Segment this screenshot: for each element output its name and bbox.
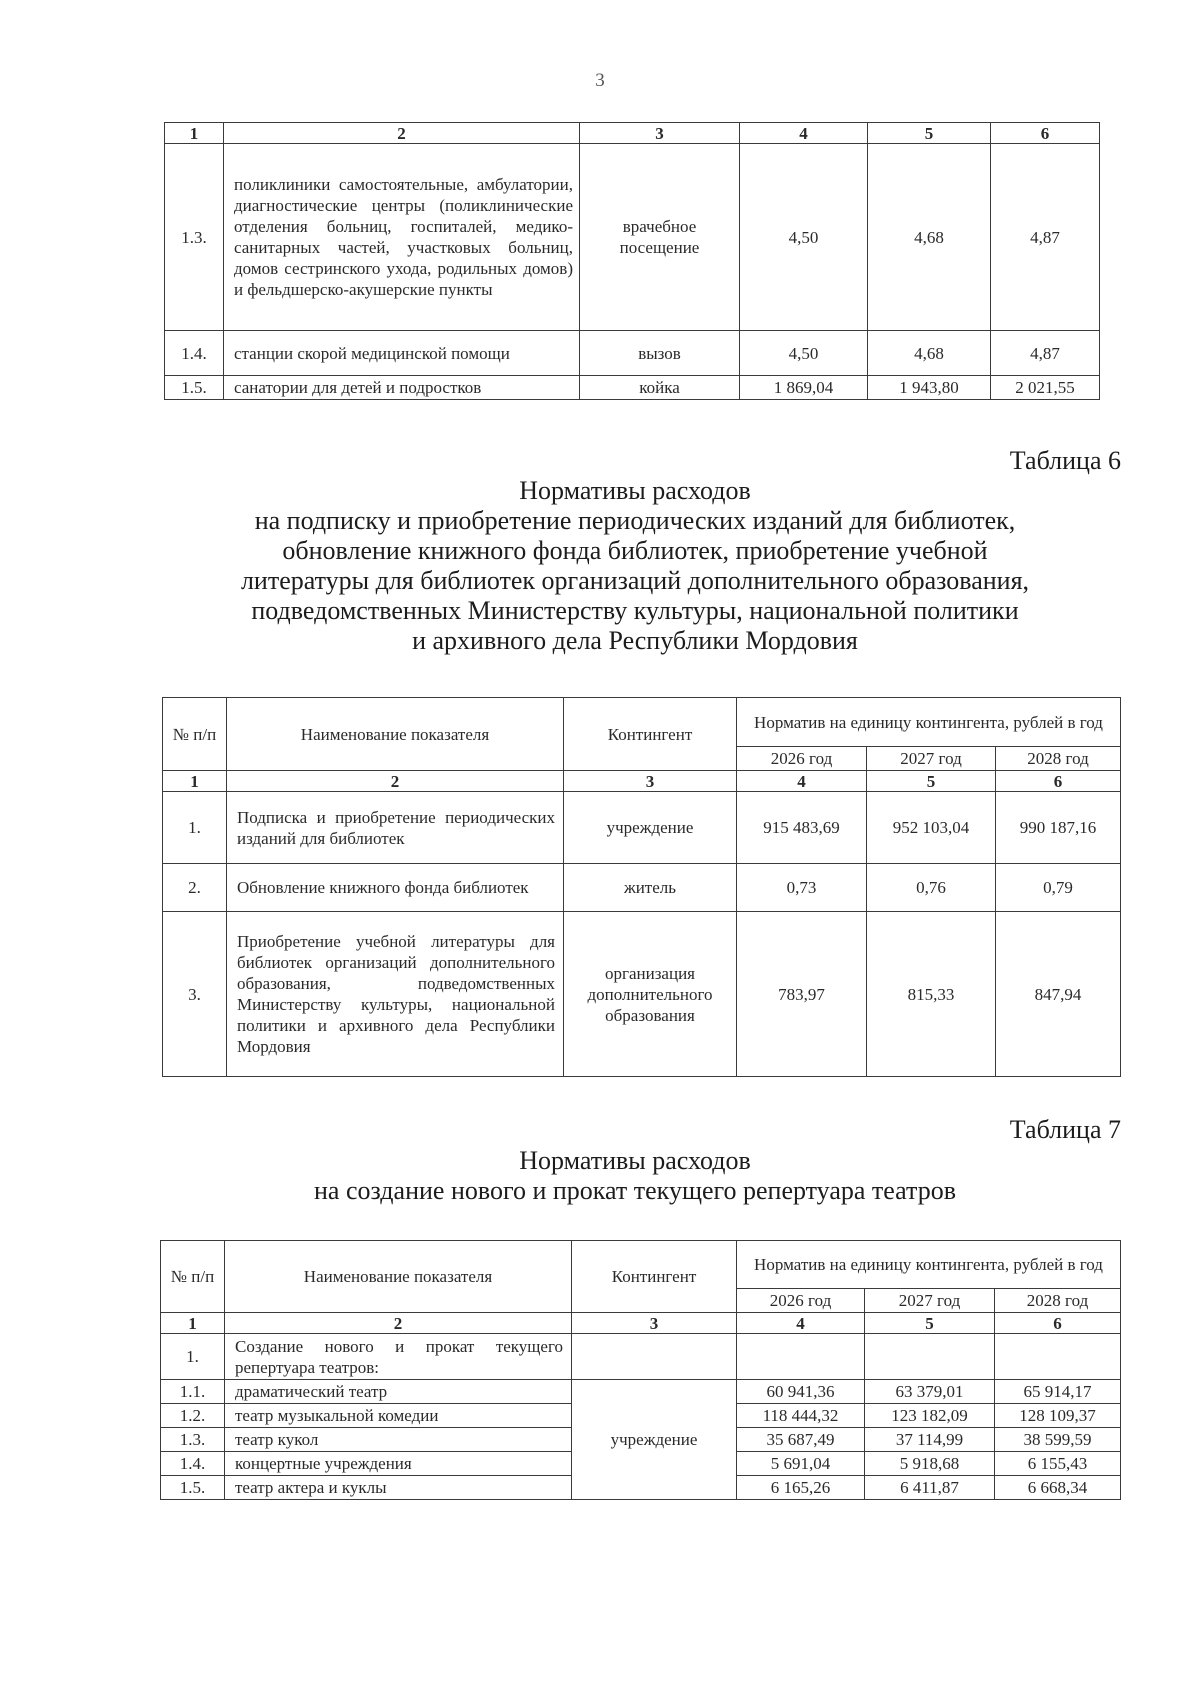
row-number: 1.4. — [161, 1452, 225, 1476]
column-number: 1 — [163, 771, 227, 792]
value-2027: 1 943,80 — [868, 376, 991, 400]
column-number: 5 — [867, 771, 996, 792]
value-2028: 4,87 — [991, 331, 1100, 376]
value-2026: 4,50 — [740, 331, 868, 376]
row-name: драматический театр — [225, 1380, 572, 1404]
col-contingent-header: Контингент — [572, 1241, 737, 1313]
col-norm-header: Норматив на единицу контингента, рублей в год — [737, 698, 1121, 747]
value-2028: 128 109,37 — [995, 1404, 1121, 1428]
row-name: поликлиники самостоятельные, амбулатории, диагностические центры (поликлинические отделения больниц, госпиталей, медико-санитарных частей, участковых больниц, домов сестринского ухода, родильных домов) и фельдшерско-акушерские пункты — [224, 144, 580, 331]
row-name: санатории для детей и подростков — [224, 376, 580, 400]
row-number: 1.5. — [161, 1476, 225, 1500]
title-line: литературы для библиотек организаций дополнительного образования, — [240, 566, 1030, 595]
column-number: 3 — [572, 1313, 737, 1334]
row-name: театр кукол — [225, 1428, 572, 1452]
column-number: 1 — [161, 1313, 225, 1334]
row-name: театр актера и куклы — [225, 1476, 572, 1500]
empty-cell — [865, 1334, 995, 1380]
value-2028: 65 914,17 — [995, 1380, 1121, 1404]
table-row — [163, 792, 1121, 864]
row-unit: учреждение — [564, 792, 737, 864]
value-2027: 37 114,99 — [865, 1428, 995, 1452]
row-number: 1.4. — [165, 331, 224, 376]
column-number: 4 — [740, 123, 868, 144]
value-2026: 1 869,04 — [740, 376, 868, 400]
column-number: 5 — [865, 1313, 995, 1334]
year-header: 2026 год — [737, 1289, 865, 1313]
row-number: 1.5. — [165, 376, 224, 400]
column-number-row — [161, 1313, 1121, 1334]
value-2026: 0,73 — [737, 864, 867, 912]
row-number: 1.3. — [161, 1428, 225, 1452]
value-2027: 4,68 — [868, 331, 991, 376]
title-line: Нормативы расходов — [519, 476, 751, 505]
year-header: 2028 год — [995, 1289, 1121, 1313]
title-line: Нормативы расходов — [519, 1146, 751, 1175]
value-2028: 2 021,55 — [991, 376, 1100, 400]
title-line: на подписку и приобретение периодических изданий для библиотек, — [254, 506, 1016, 535]
table6-label: Таблица 6 — [1009, 446, 1121, 475]
row-unit: врачебное посещение — [580, 144, 740, 331]
row-name: Создание нового и прокат текущего репертуара театров: — [225, 1334, 572, 1380]
value-2026: 4,50 — [740, 144, 868, 331]
table-row — [163, 864, 1121, 912]
row-number: 1.1. — [161, 1380, 225, 1404]
value-2027: 5 918,68 — [865, 1452, 995, 1476]
row-unit: учреждение — [572, 1380, 737, 1500]
table-row — [163, 912, 1121, 1077]
value-2028: 990 187,16 — [996, 792, 1121, 864]
col-name-header: Наименование показателя — [227, 698, 564, 771]
table-row — [165, 331, 1100, 376]
column-number: 3 — [564, 771, 737, 792]
row-unit: койка — [580, 376, 740, 400]
year-header: 2027 год — [865, 1289, 995, 1313]
title-line: на создание нового и прокат текущего репертуара театров — [314, 1176, 956, 1205]
row-name: концертные учреждения — [225, 1452, 572, 1476]
row-number: 2. — [163, 864, 227, 912]
row-unit: вызов — [580, 331, 740, 376]
value-2026: 60 941,36 — [737, 1380, 865, 1404]
column-number-row — [163, 771, 1121, 792]
row-number: 1.3. — [165, 144, 224, 331]
col-name-header: Наименование показателя — [225, 1241, 572, 1313]
group-row — [161, 1334, 1121, 1380]
value-2027: 63 379,01 — [865, 1380, 995, 1404]
title-line: подведомственных Министерству культуры, национальной политики — [251, 596, 1019, 625]
value-2026: 783,97 — [737, 912, 867, 1077]
table5-continuation — [164, 122, 1100, 400]
column-number: 1 — [165, 123, 224, 144]
value-2027: 6 411,87 — [865, 1476, 995, 1500]
table-row — [161, 1380, 1121, 1404]
page-number: 3 — [595, 70, 605, 91]
value-2027: 952 103,04 — [867, 792, 996, 864]
value-2026: 6 165,26 — [737, 1476, 865, 1500]
table7-label: Таблица 7 — [1009, 1115, 1121, 1144]
row-number: 3. — [163, 912, 227, 1077]
year-header: 2028 год — [996, 747, 1121, 771]
empty-cell — [572, 1334, 737, 1380]
value-2028: 38 599,59 — [995, 1428, 1121, 1452]
col-num-header: № п/п — [161, 1241, 225, 1313]
year-header: 2027 год — [867, 747, 996, 771]
value-2028: 847,94 — [996, 912, 1121, 1077]
row-unit: организация дополнительного образования — [564, 912, 737, 1077]
column-number: 6 — [991, 123, 1100, 144]
empty-cell — [737, 1334, 865, 1380]
value-2028: 0,79 — [996, 864, 1121, 912]
table-row — [165, 144, 1100, 331]
table6-title — [0, 476, 1200, 656]
column-number: 2 — [224, 123, 580, 144]
column-number: 5 — [868, 123, 991, 144]
row-number: 1. — [161, 1334, 225, 1380]
column-number: 4 — [737, 771, 867, 792]
row-unit: житель — [564, 864, 737, 912]
value-2028: 6 155,43 — [995, 1452, 1121, 1476]
column-number: 4 — [737, 1313, 865, 1334]
year-header: 2026 год — [737, 747, 867, 771]
table7 — [160, 1240, 1121, 1500]
row-number: 1. — [163, 792, 227, 864]
column-number: 6 — [996, 771, 1121, 792]
table-head-row — [161, 1241, 1121, 1289]
title-line: обновление книжного фонда библиотек, приобретение учебной — [282, 536, 988, 565]
value-2026: 35 687,49 — [737, 1428, 865, 1452]
value-2027: 0,76 — [867, 864, 996, 912]
row-name: Приобретение учебной литературы для библиотек организаций дополнительного образования, подведомственных Министерству культуры, национальной политики и архивного дела Республики Мордовия — [227, 912, 564, 1077]
value-2026: 118 444,32 — [737, 1404, 865, 1428]
row-name: станции скорой медицинской помощи — [224, 331, 580, 376]
col-num-header: № п/п — [163, 698, 227, 771]
column-number: 3 — [580, 123, 740, 144]
value-2027: 123 182,09 — [865, 1404, 995, 1428]
empty-cell — [995, 1334, 1121, 1380]
column-number: 2 — [225, 1313, 572, 1334]
col-contingent-header: Контингент — [564, 698, 737, 771]
column-number-row — [165, 123, 1100, 144]
table-row — [165, 376, 1100, 400]
row-name: театр музыкальной комедии — [225, 1404, 572, 1428]
value-2028: 6 668,34 — [995, 1476, 1121, 1500]
value-2027: 4,68 — [868, 144, 991, 331]
table-head-row — [163, 698, 1121, 747]
value-2027: 815,33 — [867, 912, 996, 1077]
column-number: 6 — [995, 1313, 1121, 1334]
column-number: 2 — [227, 771, 564, 792]
table7-title — [0, 1146, 1200, 1206]
title-line: и архивного дела Республики Мордовия — [412, 626, 858, 655]
table6 — [162, 697, 1121, 1077]
row-name: Подписка и приобретение периодических изданий для библиотек — [227, 792, 564, 864]
value-2026: 5 691,04 — [737, 1452, 865, 1476]
col-norm-header: Норматив на единицу контингента, рублей в год — [737, 1241, 1121, 1289]
value-2026: 915 483,69 — [737, 792, 867, 864]
row-name: Обновление книжного фонда библиотек — [227, 864, 564, 912]
row-number: 1.2. — [161, 1404, 225, 1428]
value-2028: 4,87 — [991, 144, 1100, 331]
